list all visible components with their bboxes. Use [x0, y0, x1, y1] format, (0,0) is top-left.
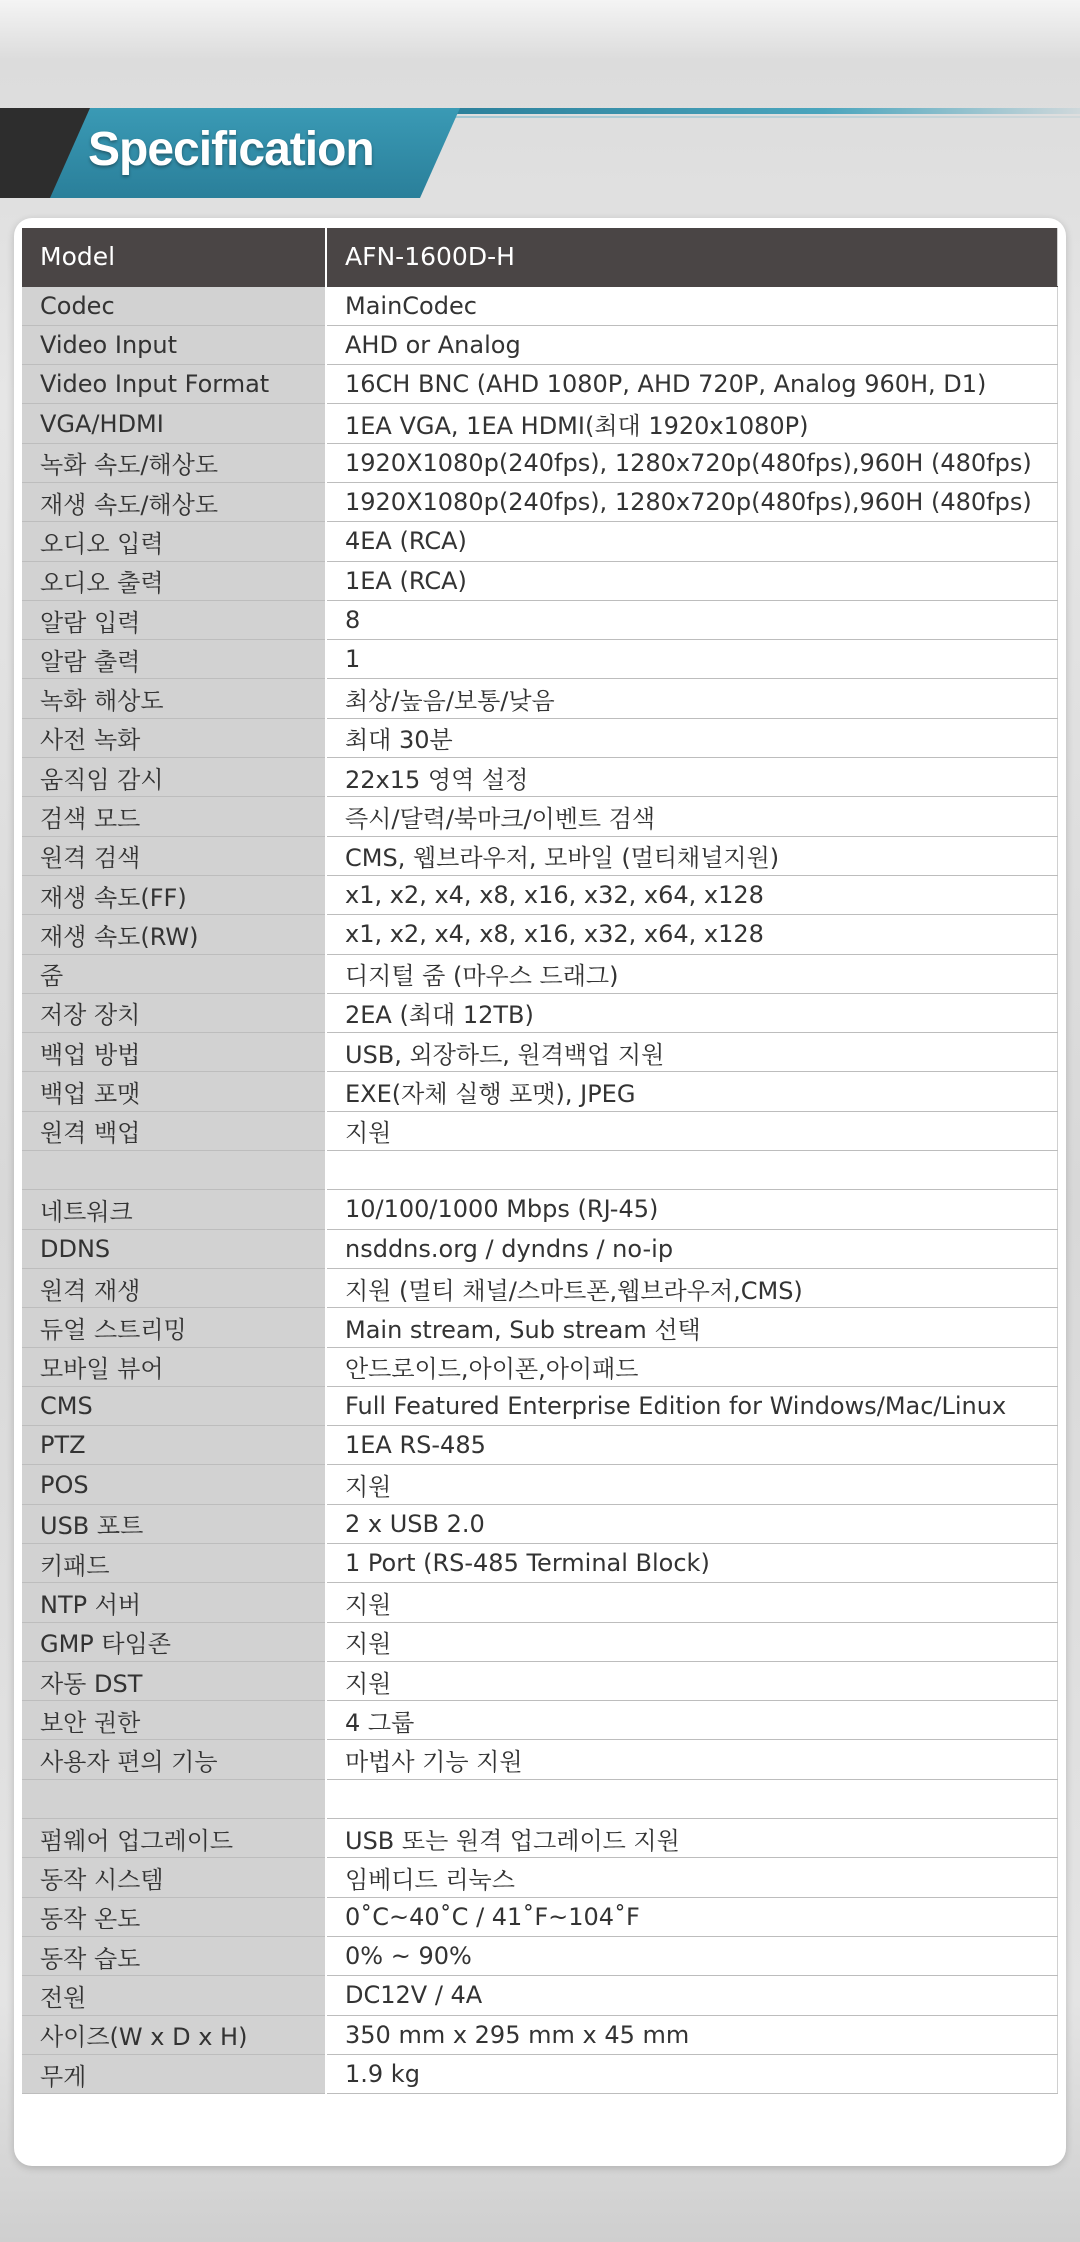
spec-value-cell: 마법사 기능 지원 [326, 1740, 1058, 1779]
spec-key-cell [22, 1779, 326, 1818]
spec-key-cell: 오디오 출력 [22, 561, 326, 600]
spec-key-cell: CMS [22, 1386, 326, 1425]
spec-key-cell: 사이즈(W x D x H) [22, 2015, 326, 2054]
spec-key-cell: 동작 온도 [22, 1897, 326, 1936]
table-row [22, 718, 1058, 757]
table-row [22, 836, 1058, 875]
table-row [22, 1111, 1058, 1150]
spec-value-cell: 1920X1080p(240fps), 1280x720p(480fps),960H (480fps) [326, 443, 1058, 482]
spec-value-cell: 디지털 줌 (마우스 드래그) [326, 954, 1058, 993]
spec-key-cell: 오디오 입력 [22, 522, 326, 561]
spec-key-cell: 알람 입력 [22, 600, 326, 639]
spec-value-cell: USB 또는 원격 업그레이드 지원 [326, 1819, 1058, 1858]
spec-value-cell: USB, 외장하드, 원격백업 지원 [326, 1033, 1058, 1072]
table-row [22, 1661, 1058, 1700]
spec-key-cell: Codec [22, 286, 326, 325]
table-row [22, 640, 1058, 679]
table-row [22, 1622, 1058, 1661]
spec-key-cell: 자동 DST [22, 1661, 326, 1700]
spec-value-cell: 1EA RS-485 [326, 1426, 1058, 1465]
table-row [22, 1426, 1058, 1465]
table-row [22, 679, 1058, 718]
spec-value-cell: 안드로이드,아이폰,아이패드 [326, 1347, 1058, 1386]
table-row [22, 1386, 1058, 1425]
spec-key-cell: 펌웨어 업그레이드 [22, 1819, 326, 1858]
table-row [22, 1544, 1058, 1583]
table-row [22, 1190, 1058, 1229]
table-row [22, 875, 1058, 914]
spec-key-cell: 원격 검색 [22, 836, 326, 875]
spec-key-cell: 네트워크 [22, 1190, 326, 1229]
spec-value-cell: 지원 [326, 1622, 1058, 1661]
table-row [22, 443, 1058, 482]
banner-accent-line-thin [430, 116, 1080, 118]
spec-value-cell: 지원 [326, 1465, 1058, 1504]
spec-key-cell: 전원 [22, 1976, 326, 2015]
spec-value-cell: 지원 [326, 1111, 1058, 1150]
spec-value-cell: 최상/높음/보통/낮음 [326, 679, 1058, 718]
table-row [22, 1936, 1058, 1975]
spec-value-cell: 4EA (RCA) [326, 522, 1058, 561]
header-value-cell: AFN-1600D-H [326, 228, 1058, 286]
spec-table [22, 228, 1058, 2094]
spec-key-cell: 녹화 속도/해상도 [22, 443, 326, 482]
spec-key-cell: NTP 서버 [22, 1583, 326, 1622]
table-row [22, 758, 1058, 797]
table-row [22, 1033, 1058, 1072]
spec-value-cell: 10/100/1000 Mbps (RJ-45) [326, 1190, 1058, 1229]
spec-key-cell: 무게 [22, 2054, 326, 2093]
spec-value-cell: 1EA VGA, 1EA HDMI(최대 1920x1080P) [326, 404, 1058, 443]
spec-key-cell: GMP 타임존 [22, 1622, 326, 1661]
spec-value-cell: EXE(자체 실행 포맷), JPEG [326, 1072, 1058, 1111]
spec-value-cell: 4 그룹 [326, 1701, 1058, 1740]
table-row [22, 1819, 1058, 1858]
spec-key-cell: 사용자 편의 기능 [22, 1740, 326, 1779]
spec-key-cell: Video Input Format [22, 365, 326, 404]
table-row [22, 600, 1058, 639]
spec-value-cell: 2EA (최대 12TB) [326, 993, 1058, 1032]
table-row [22, 1347, 1058, 1386]
spec-value-cell: 1920X1080p(240fps), 1280x720p(480fps),960H (480fps) [326, 482, 1058, 521]
spec-card [14, 218, 1066, 2166]
spec-key-cell: 재생 속도/해상도 [22, 482, 326, 521]
spec-value-cell [326, 1779, 1058, 1818]
spec-value-cell: 임베디드 리눅스 [326, 1858, 1058, 1897]
spec-key-cell: 보안 권한 [22, 1701, 326, 1740]
table-row [22, 325, 1058, 364]
spec-key-cell: Video Input [22, 325, 326, 364]
table-row [22, 365, 1058, 404]
table-row [22, 1072, 1058, 1111]
spec-key-cell: 원격 백업 [22, 1111, 326, 1150]
spec-value-cell: 최대 30분 [326, 718, 1058, 757]
spec-value-cell: Main stream, Sub stream 선택 [326, 1308, 1058, 1347]
table-row [22, 993, 1058, 1032]
spec-key-cell: 모바일 뷰어 [22, 1347, 326, 1386]
spec-key-cell: 알람 출력 [22, 640, 326, 679]
table-row [22, 286, 1058, 325]
spec-value-cell: 0% ~ 90% [326, 1936, 1058, 1975]
spec-value-cell: 1 [326, 640, 1058, 679]
table-row [22, 1976, 1058, 2015]
spec-key-cell: 백업 포맷 [22, 1072, 326, 1111]
table-row [22, 1583, 1058, 1622]
table-row [22, 1740, 1058, 1779]
spec-value-cell: Full Featured Enterprise Edition for Windows/Mac/Linux [326, 1386, 1058, 1425]
header-key-cell: Model [22, 228, 326, 286]
spec-value-cell: MainCodec [326, 286, 1058, 325]
table-row [22, 1897, 1058, 1936]
spec-key-cell: USB 포트 [22, 1504, 326, 1543]
table-row [22, 1229, 1058, 1268]
table-row [22, 2015, 1058, 2054]
spec-value-cell: 0˚C~40˚C / 41˚F~104˚F [326, 1897, 1058, 1936]
spec-key-cell [22, 1151, 326, 1190]
spec-value-cell: 1.9 kg [326, 2054, 1058, 2093]
spec-value-cell: 22x15 영역 설정 [326, 758, 1058, 797]
table-row [22, 482, 1058, 521]
spec-key-cell: 듀얼 스트리밍 [22, 1308, 326, 1347]
table-row [22, 404, 1058, 443]
spec-key-cell: 키패드 [22, 1544, 326, 1583]
table-row [22, 1858, 1058, 1897]
spec-value-cell [326, 1151, 1058, 1190]
table-row [22, 1465, 1058, 1504]
spec-key-cell: 백업 방법 [22, 1033, 326, 1072]
spec-key-cell: 검색 모드 [22, 797, 326, 836]
spec-value-cell: 지원 [326, 1661, 1058, 1700]
table-row [22, 1268, 1058, 1307]
spec-key-cell: 재생 속도(FF) [22, 875, 326, 914]
spec-key-cell: 재생 속도(RW) [22, 915, 326, 954]
spec-value-cell: 350 mm x 295 mm x 45 mm [326, 2015, 1058, 2054]
spec-value-cell: 즉시/달력/북마크/이벤트 검색 [326, 797, 1058, 836]
spec-value-cell: 8 [326, 600, 1058, 639]
table-row [22, 561, 1058, 600]
spec-key-cell: DDNS [22, 1229, 326, 1268]
spec-value-cell: nsddns.org / dyndns / no-ip [326, 1229, 1058, 1268]
table-header-row [22, 228, 1058, 286]
spec-value-cell: x1, x2, x4, x8, x16, x32, x64, x128 [326, 875, 1058, 914]
spec-value-cell: x1, x2, x4, x8, x16, x32, x64, x128 [326, 915, 1058, 954]
spec-key-cell: 저장 장치 [22, 993, 326, 1032]
table-row [22, 915, 1058, 954]
table-row [22, 522, 1058, 561]
spec-value-cell: 1 Port (RS-485 Terminal Block) [326, 1544, 1058, 1583]
table-row [22, 1504, 1058, 1543]
spec-key-cell: 원격 재생 [22, 1268, 326, 1307]
spec-key-cell: 녹화 해상도 [22, 679, 326, 718]
spec-value-cell: 지원 (멀티 채널/스마트폰,웹브라우저,CMS) [326, 1268, 1058, 1307]
table-row [22, 1308, 1058, 1347]
section-title: Specification [88, 123, 374, 176]
spec-key-cell: 동작 시스템 [22, 1858, 326, 1897]
spec-key-cell: 줌 [22, 954, 326, 993]
table-row [22, 797, 1058, 836]
table-row [22, 1701, 1058, 1740]
spec-key-cell: 움직임 감시 [22, 758, 326, 797]
spec-value-cell: CMS, 웹브라우저, 모바일 (멀티채널지원) [326, 836, 1058, 875]
table-row [22, 1151, 1058, 1190]
spec-value-cell: 지원 [326, 1583, 1058, 1622]
spec-value-cell: DC12V / 4A [326, 1976, 1058, 2015]
banner-accent-line [440, 108, 1080, 114]
section-banner [0, 108, 1080, 198]
table-row [22, 1779, 1058, 1818]
spec-value-cell: 2 x USB 2.0 [326, 1504, 1058, 1543]
spec-value-cell: 16CH BNC (AHD 1080P, AHD 720P, Analog 960H, D1) [326, 365, 1058, 404]
spec-key-cell: PTZ [22, 1426, 326, 1465]
spec-key-cell: 사전 녹화 [22, 718, 326, 757]
table-row [22, 954, 1058, 993]
spec-key-cell: POS [22, 1465, 326, 1504]
spec-value-cell: AHD or Analog [326, 325, 1058, 364]
spec-key-cell: VGA/HDMI [22, 404, 326, 443]
table-row [22, 2054, 1058, 2093]
spec-key-cell: 동작 습도 [22, 1936, 326, 1975]
spec-value-cell: 1EA (RCA) [326, 561, 1058, 600]
